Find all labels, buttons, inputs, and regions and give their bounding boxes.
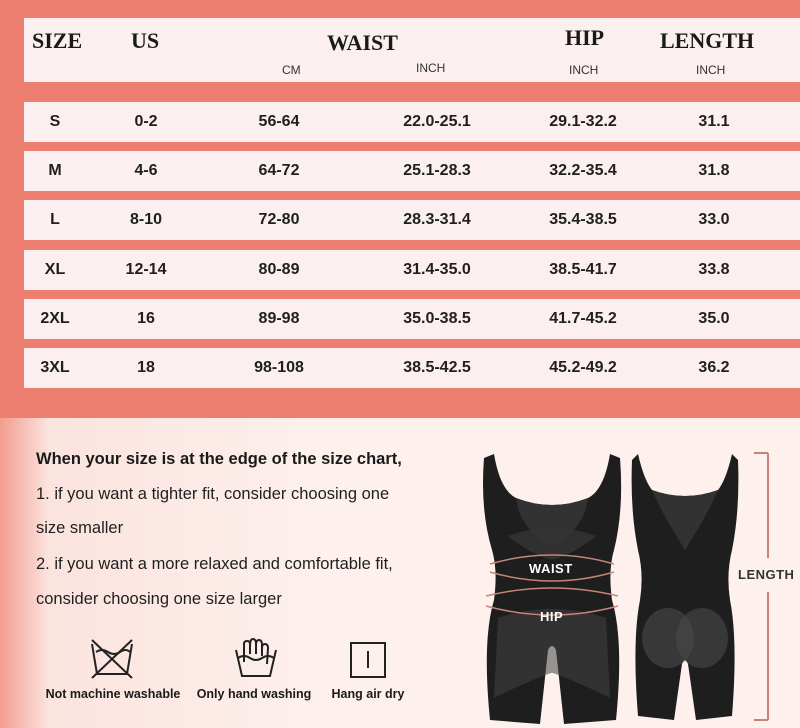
cell-size: L — [50, 211, 60, 228]
cell-waist-inch: 35.0-38.5 — [403, 310, 471, 327]
cell-size: 3XL — [40, 359, 70, 376]
cell-waist-inch: 28.3-31.4 — [403, 211, 471, 228]
cell-hip-inch: 41.7-45.2 — [549, 310, 617, 327]
header-waist: WAIST — [327, 30, 398, 55]
unit-waist-cm: CM — [282, 63, 301, 77]
hip-label: HIP — [540, 609, 564, 624]
cell-length-inch: 33.0 — [698, 211, 730, 228]
cell-waist-cm: 89-98 — [258, 310, 300, 327]
cell-length-inch: 33.8 — [698, 261, 730, 278]
cell-hip-inch: 29.1-32.2 — [549, 113, 617, 130]
cell-us: 4-6 — [134, 162, 158, 179]
table-row — [24, 299, 800, 339]
cell-hip-inch: 32.2-35.4 — [549, 162, 617, 179]
cell-waist-inch: 38.5-42.5 — [403, 359, 471, 376]
cell-waist-cm: 80-89 — [258, 261, 300, 278]
fit-tip-line: size smaller — [36, 519, 124, 537]
cell-waist-cm: 98-108 — [254, 359, 304, 376]
cell-size: 2XL — [40, 310, 70, 327]
cell-waist-cm: 72-80 — [258, 211, 300, 228]
hand-wash-icon — [230, 636, 282, 682]
care-label-hand-wash: Only hand washing — [196, 687, 312, 701]
cell-length-inch: 31.1 — [698, 113, 730, 130]
cell-waist-cm: 56-64 — [258, 113, 300, 130]
cell-waist-cm: 64-72 — [258, 162, 300, 179]
fit-tip-title: When your size is at the edge of the size chart, — [36, 450, 402, 468]
table-row — [24, 200, 800, 240]
header-size: SIZE — [32, 28, 83, 53]
care-label-hang-dry: Hang air dry — [331, 687, 405, 701]
cell-hip-inch: 35.4-38.5 — [549, 211, 617, 228]
unit-length-inch: INCH — [696, 63, 726, 77]
header-hip: HIP — [565, 25, 605, 50]
cell-us: 12-14 — [125, 261, 167, 278]
cell-length-inch: 35.0 — [698, 310, 730, 327]
cell-hip-inch: 45.2-49.2 — [549, 359, 617, 376]
cell-size: S — [49, 113, 61, 130]
header-length: LENGTH — [660, 28, 755, 53]
cell-size: M — [48, 162, 62, 179]
cell-size: XL — [44, 261, 66, 278]
table-row — [24, 151, 800, 191]
cell-length-inch: 36.2 — [698, 359, 730, 376]
waist-label: WAIST — [529, 561, 573, 576]
care-label-no-machine: Not machine washable — [45, 687, 181, 701]
header-us: US — [131, 28, 160, 53]
cell-length-inch: 31.8 — [698, 162, 730, 179]
garment-back-image — [630, 450, 740, 728]
cell-hip-inch: 38.5-41.7 — [549, 261, 617, 278]
cell-waist-inch: 31.4-35.0 — [403, 261, 471, 278]
unit-hip-inch: INCH — [569, 63, 599, 77]
unit-waist-inch: INCH — [416, 61, 446, 75]
fit-tip-line: 2. if you want a more relaxed and comfortable fit, — [36, 555, 393, 573]
table-row — [24, 250, 800, 290]
cell-us: 8-10 — [129, 211, 163, 228]
hang-dry-icon — [349, 641, 387, 679]
fit-tip-line: 1. if you want a tighter fit, consider choosing one — [36, 485, 390, 503]
table-row — [24, 102, 800, 142]
length-label: LENGTH — [738, 567, 795, 582]
cell-us: 18 — [137, 359, 155, 376]
fit-tip-line: consider choosing one size larger — [36, 590, 282, 608]
garment-front-image — [478, 450, 626, 728]
length-bracket — [752, 450, 772, 725]
cell-waist-inch: 25.1-28.3 — [403, 162, 471, 179]
cell-us: 0-2 — [134, 113, 158, 130]
cell-us: 16 — [137, 310, 155, 327]
cell-waist-inch: 22.0-25.1 — [403, 113, 471, 130]
no-machine-wash-icon — [88, 638, 136, 682]
table-row — [24, 348, 800, 388]
